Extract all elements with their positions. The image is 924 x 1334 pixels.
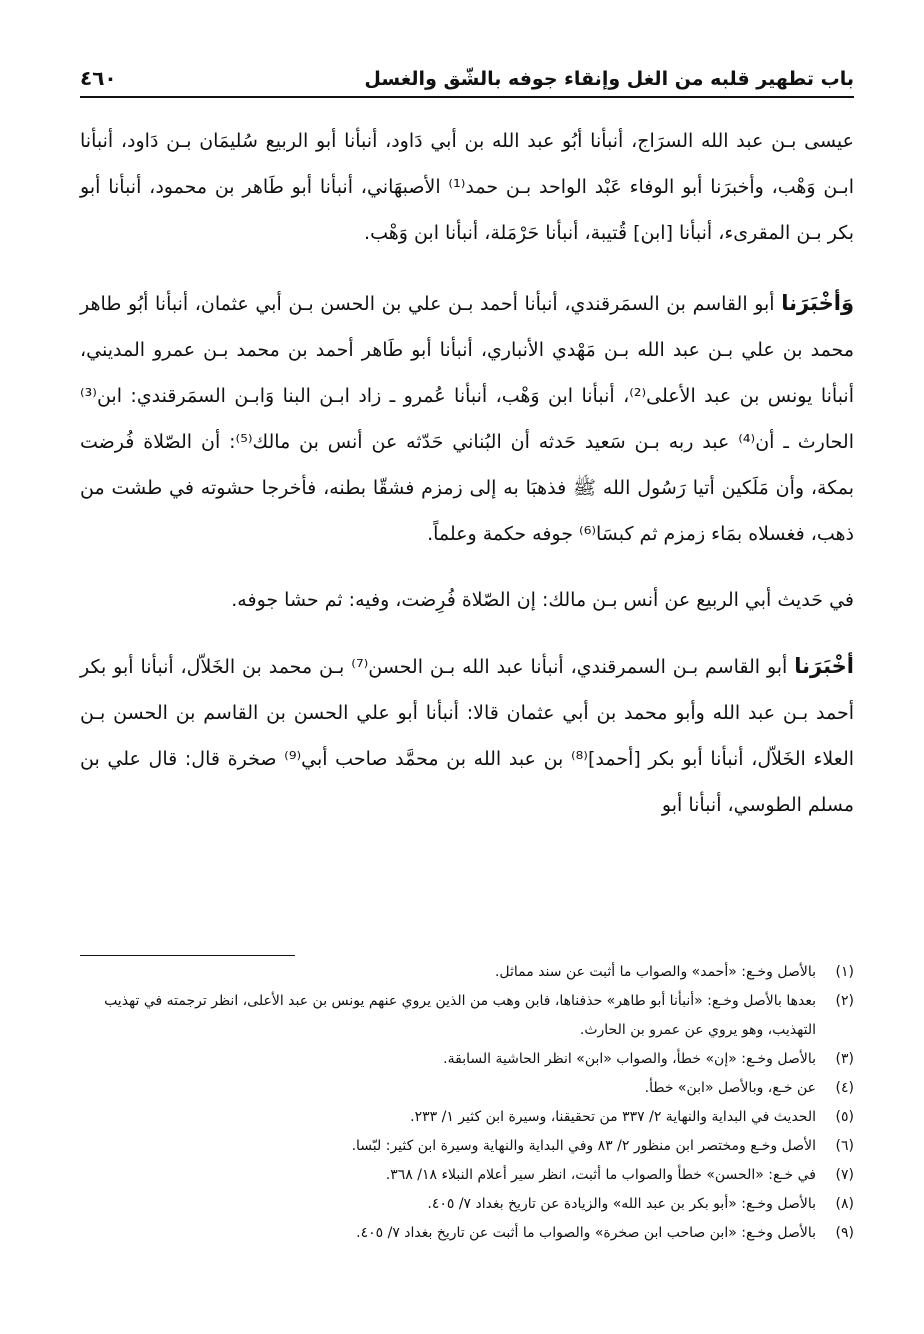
footnote-item: [80, 1103, 854, 1132]
footnote-item: [80, 987, 854, 1045]
paragraph-3: [80, 577, 854, 623]
footnote-item: [80, 1132, 854, 1161]
footnote-number: (٦): [835, 1138, 854, 1154]
footnote-number: (٨): [835, 1196, 854, 1212]
paragraph-2-lead: وَأخْبَرَنا: [781, 291, 854, 315]
footnote-item: [80, 1190, 854, 1219]
footnote-item: [80, 1045, 854, 1074]
footnote-text: بالأصل وخـع: «إن» خطأ، والصواب «ابن» انظر الحاشية السابقة.: [443, 1051, 816, 1067]
paragraph-4-lead: أخْبَرَنا: [794, 654, 855, 678]
footnote-item: [80, 1074, 854, 1103]
paragraph-1: [80, 118, 854, 256]
footnote-text: الحديث في البداية والنهاية ٢/ ٣٣٧ من تحقيقنا، وسيرة ابن كثير ١/ ٢٣٣.: [410, 1109, 816, 1125]
footnote-separator: [80, 955, 295, 956]
footnote-number: (٢): [835, 993, 854, 1009]
footnote-text: بالأصل وخـع: «أحمد» والصواب ما أثبت عن سند مماثل.: [494, 964, 816, 980]
footnotes: [80, 958, 854, 1248]
footnote-text: في خـع: «الحسن» خطأ والصواب ما أثبت، انظر سير أعلام النبلاء ١٨/ ٣٦٨.: [385, 1167, 816, 1183]
footnote-number: (٩): [835, 1225, 854, 1241]
footnote-item: [80, 1219, 854, 1248]
footnote-text: عن خـع، وبالأصل «ابن» خطأ.: [644, 1080, 816, 1096]
paragraph-4-text: أبو القاسم بـن السمرقندي، أنبأنا عبد الله بـن الحسن⁽⁷⁾ بـن محمد بن الخَلاّل، أنبأنا أبو بكر أحمد بـن عبد الله وأبو محمد بن أبي عثمان قالا: أنبأنا أبو علي الحسن بن القاسم بن الحسن بـن العلاء الخَلاّل، أنبأنا أبو بكر [أحمد]⁽⁸⁾ بن عبد الله بن محمَّد صاحب أبي⁽⁹⁾ صخرة قال: قال علي بن مسلم الطوسي، أنبأنا أبو: [80, 656, 855, 816]
footnote-number: (٧): [835, 1167, 854, 1183]
footnote-text: الأصل وخـع ومختصر ابن منظور ٢/ ٨٣ وفي البداية والنهاية وسيرة ابن كثير: لبّسا.: [351, 1138, 816, 1154]
footnote-number: (١): [835, 964, 854, 980]
page-header: [80, 50, 854, 98]
footnote-text: بعدها بالأصل وخـع: «أنبأنا أبو طاهر» حذفناها، فابن وهب من الذين يروي عنهم يونس بن عبد الأعلى، انظر ترجمته في تهذيب التهذيب، وهو يروي عن عمرو بن الحارث.: [104, 993, 816, 1038]
page-number: ٤٦٠: [80, 66, 117, 90]
footnote-number: (٣): [835, 1051, 854, 1067]
paragraph-2: [80, 280, 854, 557]
paragraph-3-text: في حَديث أبي الربيع عن أنس بـن مالك: إن الصّلاة فُرِضت، وفيه: ثم حشا جوفه.: [231, 589, 854, 611]
footnote-number: (٥): [835, 1109, 854, 1125]
footnote-item: [80, 958, 854, 987]
paragraph-2-text: أبو القاسم بن السمَرقندي، أنبأنا أحمد بـن علي بن الحسن بـن أبي عثمان، أنبأنا أبُو طاهر محمد بن علي بـن عبد الله بـن مَهْدي الأنباري، أنبأنا أبو طَاهر أحمد بن محمد بـن عمرو المديني، أنبأنا يونس بن عبد الأعلى⁽²⁾، أنبأنا ابن وَهْب، أنبأنا عُمرو ـ زاد ابـن البنا وَابـن السمَرقندي: ابن⁽³⁾ الحارث ـ أن⁽⁴⁾ عبد ربه بـن سَعيد حَدثه أن البُناني حَدّثه عن أنس بن مالك⁽⁵⁾: أن الصّلاة فُرضت بمكة، وأن مَلَكين أتيا رَسُول الله ﷺ فذهبَا به إلى زمزم فشقّا بطنه، فأخرجا حشوته في طشت من ذهب، فغسلاه بمَاء زمزم ثم كبسَا⁽⁶⁾ جوفه حكمة وعلماً.: [80, 293, 854, 545]
paragraph-1-text: عيسى بـن عبد الله السرَاج، أنبأنا أبُو عبد الله بن أبي دَاود، أنبأنا أبو الربيع سُليمَان بـن دَاود، أنبأنا ابـن وَهْب، وأخبرَنا أبو الوفاء عَبْد الواحد بـن حمد⁽¹⁾ الأصبهَاني، أنبأنا أبو طَاهر بن محمود، أنبأنا أبو بكر بـن المقرىء، أنبأنا [ابن] قُتيبة، أنبأنا حَرْمَلة، أنبأنا ابن وَهْب.: [80, 130, 854, 244]
footnote-number: (٤): [835, 1080, 854, 1096]
footnote-item: [80, 1161, 854, 1190]
running-title: باب تطهير قلبه من الغل وإنقاء جوفه بالشّق والغسل: [364, 68, 854, 90]
paragraph-4: [80, 643, 854, 828]
main-text: [80, 118, 854, 848]
footnote-text: بالأصل وخـع: «أبو بكر بن عبد الله» والزيادة عن تاريخ بغداد ٧/ ٤٠٥.: [427, 1196, 816, 1212]
footnote-text: بالأصل وخـع: «ابن صاحب ابن صخرة» والصواب ما أثبت عن تاريخ بغداد ٧/ ٤٠٥.: [356, 1225, 816, 1241]
